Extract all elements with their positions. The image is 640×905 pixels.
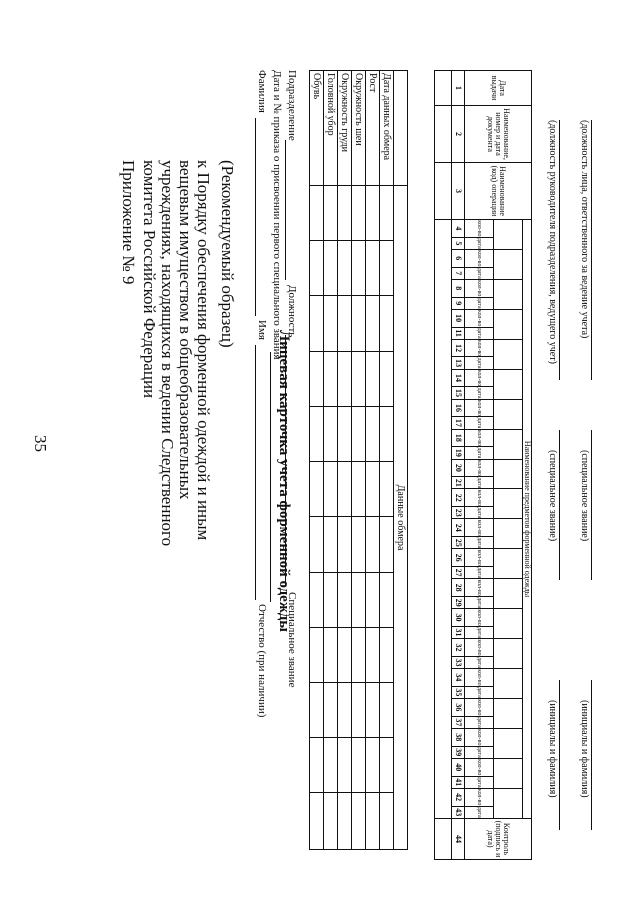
measurements-table bbox=[309, 70, 408, 850]
column-number: 1 bbox=[452, 71, 465, 106]
sig-head-initials-label: (инициалы и фамилия) bbox=[547, 700, 558, 798]
item-qty-subheader: кол-во bbox=[465, 489, 494, 507]
column-number: 30 bbox=[452, 609, 465, 627]
item-date-subheader: дата bbox=[465, 237, 494, 249]
sig-head-rank-label: (специальное звание) bbox=[547, 450, 558, 542]
column-number: 19 bbox=[452, 447, 465, 459]
sig-resp-initials-label: (инициалы и фамилия) bbox=[579, 700, 590, 798]
meas-label: Обувь bbox=[310, 71, 324, 186]
meas-row bbox=[324, 71, 338, 850]
column-number: 43 bbox=[452, 806, 465, 818]
meas-row bbox=[338, 71, 352, 850]
item-qty-subheader: кол-во bbox=[465, 699, 494, 717]
issue-table bbox=[434, 70, 532, 860]
column-number: 20 bbox=[452, 459, 465, 477]
field-name-label: Имя bbox=[256, 320, 268, 340]
item-qty-subheader: кол-во bbox=[465, 220, 494, 238]
col-doc-header: Наименование, номер и дата документа bbox=[465, 106, 532, 163]
item-qty-subheader: кол-во bbox=[465, 399, 494, 417]
item-date-subheader: дата bbox=[465, 477, 494, 489]
sig-head-line[interactable] bbox=[559, 120, 560, 380]
item-date-subheader: дата bbox=[465, 537, 494, 549]
sig-head-rank-line[interactable] bbox=[559, 430, 560, 580]
page-number: 35 bbox=[31, 435, 50, 452]
item-qty-subheader: кол-во bbox=[465, 549, 494, 567]
item-group-cell bbox=[494, 220, 523, 250]
field-name-line[interactable] bbox=[255, 345, 256, 600]
field-order-line[interactable] bbox=[270, 352, 271, 602]
sig-resp-rank-label: (специальное звание) bbox=[579, 450, 590, 542]
item-qty-subheader: кол-во bbox=[465, 459, 494, 477]
column-number: 44 bbox=[452, 819, 465, 860]
column-number: 11 bbox=[452, 327, 465, 339]
sig-resp-line[interactable] bbox=[591, 120, 592, 380]
meas-label: Рост bbox=[366, 71, 380, 186]
meas-label: Головной убор bbox=[324, 71, 338, 186]
column-number: 5 bbox=[452, 237, 465, 249]
column-number: 23 bbox=[452, 507, 465, 519]
item-qty-subheader: кол-во bbox=[465, 609, 494, 627]
item-date-subheader: дата bbox=[465, 297, 494, 309]
column-number: 26 bbox=[452, 549, 465, 567]
column-number: 9 bbox=[452, 297, 465, 309]
item-date-subheader: дата bbox=[465, 746, 494, 758]
item-date-subheader: дата bbox=[465, 626, 494, 638]
sig-resp-initials-line[interactable] bbox=[591, 680, 592, 830]
column-number: 17 bbox=[452, 417, 465, 429]
column-number: 36 bbox=[452, 699, 465, 717]
item-qty-subheader: кол-во bbox=[465, 279, 494, 297]
column-number: 16 bbox=[452, 399, 465, 417]
column-number: 31 bbox=[452, 626, 465, 638]
sig-resp-rank-line[interactable] bbox=[591, 430, 592, 580]
field-position-line[interactable] bbox=[285, 335, 286, 585]
column-number: 18 bbox=[452, 429, 465, 447]
column-number: 8 bbox=[452, 279, 465, 297]
column-number: 10 bbox=[452, 309, 465, 327]
column-number: 4 bbox=[452, 220, 465, 238]
issue-number-row bbox=[452, 71, 465, 860]
item-date-subheader: дата bbox=[465, 656, 494, 668]
field-surname-label: Фамилия bbox=[256, 70, 268, 113]
item-date-subheader: дата bbox=[465, 267, 494, 279]
column-number: 39 bbox=[452, 746, 465, 758]
field-rank-label: Специальное звание bbox=[286, 592, 298, 688]
column-number: 40 bbox=[452, 758, 465, 776]
appendix-heading: Приложение № 9 bbox=[119, 160, 138, 285]
column-number: 12 bbox=[452, 339, 465, 357]
item-qty-subheader: кол-во bbox=[465, 579, 494, 597]
column-number: 41 bbox=[452, 776, 465, 788]
column-number: 35 bbox=[452, 686, 465, 698]
item-date-subheader: дата bbox=[465, 357, 494, 369]
item-date-subheader: дата bbox=[465, 686, 494, 698]
item-date-subheader: дата bbox=[465, 327, 494, 339]
column-number: 33 bbox=[452, 656, 465, 668]
column-number: 38 bbox=[452, 728, 465, 746]
meas-header: Данные обмера bbox=[394, 186, 408, 850]
field-division-label: Подразделение bbox=[286, 70, 298, 141]
column-number: 28 bbox=[452, 579, 465, 597]
column-number: 7 bbox=[452, 267, 465, 279]
item-qty-subheader: кол-во bbox=[465, 639, 494, 657]
item-date-subheader: дата bbox=[465, 387, 494, 399]
column-number: 32 bbox=[452, 639, 465, 657]
field-position-label: Должность bbox=[286, 285, 298, 338]
item-qty-subheader: кол-во bbox=[465, 429, 494, 447]
field-surname-line[interactable] bbox=[255, 118, 256, 316]
item-qty-subheader: кол-во bbox=[465, 369, 494, 387]
item-date-subheader: дата bbox=[465, 806, 494, 818]
issue-data-row bbox=[435, 71, 452, 860]
item-date-subheader: дата bbox=[465, 716, 494, 728]
field-patronymic-label: Отчество (при наличии) bbox=[256, 604, 268, 718]
column-number: 3 bbox=[452, 163, 465, 220]
meas-row bbox=[366, 71, 380, 850]
appendix-text: к Порядку обеспечения форменной одеждой и иным вещевым имуществом в общеобразовательных учреждениях, находящихся в ведении Следственного комитета Российской Федерации bbox=[140, 160, 213, 547]
field-order-label: Дата и № приказа о присвоении первого специального звания bbox=[271, 70, 283, 360]
item-qty-subheader: кол-во bbox=[465, 669, 494, 687]
column-number: 42 bbox=[452, 788, 465, 806]
column-number: 13 bbox=[452, 357, 465, 369]
item-date-subheader: дата bbox=[465, 447, 494, 459]
sig-head-label: (должность руководителя подразделения, ведущего учет) bbox=[547, 120, 558, 364]
item-date-subheader: дата bbox=[465, 567, 494, 579]
column-number: 25 bbox=[452, 537, 465, 549]
meas-row bbox=[352, 71, 366, 850]
column-number: 21 bbox=[452, 477, 465, 489]
meas-row bbox=[380, 71, 394, 850]
column-number: 34 bbox=[452, 669, 465, 687]
column-number: 2 bbox=[452, 106, 465, 163]
col-operation-header: Наименование (код) операции bbox=[465, 163, 532, 220]
item-qty-subheader: кол-во bbox=[465, 758, 494, 776]
column-number: 37 bbox=[452, 716, 465, 728]
meas-row bbox=[310, 71, 324, 850]
item-date-subheader: дата bbox=[465, 417, 494, 429]
column-number: 22 bbox=[452, 489, 465, 507]
meas-label: Окружность груди bbox=[338, 71, 352, 186]
meas-label: Дата данных обмера bbox=[380, 71, 394, 186]
column-number: 15 bbox=[452, 387, 465, 399]
form-title: Лицевая карточка учета форменной одежды bbox=[276, 330, 292, 633]
item-qty-subheader: кол-во bbox=[465, 249, 494, 267]
column-number: 6 bbox=[452, 249, 465, 267]
col-control-header: Контроль (подпись и дата) bbox=[465, 819, 532, 860]
meas-label: Окружность шеи bbox=[352, 71, 366, 186]
item-date-subheader: дата bbox=[465, 596, 494, 608]
field-division-line[interactable] bbox=[285, 140, 286, 280]
appendix-sample: (Рекомендуемый образец) bbox=[218, 160, 237, 348]
item-date-subheader: дата bbox=[465, 507, 494, 519]
item-qty-subheader: кол-во bbox=[465, 519, 494, 537]
item-qty-subheader: кол-во bbox=[465, 728, 494, 746]
sig-resp-label: (должность лица, ответственного за ведение учета) bbox=[579, 120, 590, 339]
col-date-header: Дата выдачи bbox=[465, 71, 532, 106]
column-number: 27 bbox=[452, 567, 465, 579]
column-number: 29 bbox=[452, 596, 465, 608]
meas-corner-cell bbox=[394, 71, 408, 186]
sig-head-initials-line[interactable] bbox=[559, 680, 560, 830]
item-date-subheader: дата bbox=[465, 776, 494, 788]
item-qty-subheader: кол-во bbox=[465, 309, 494, 327]
column-number: 14 bbox=[452, 369, 465, 387]
col-items-header: Наименование предметов форменной одежды bbox=[523, 220, 532, 819]
column-number: 24 bbox=[452, 519, 465, 537]
item-qty-subheader: кол-во bbox=[465, 788, 494, 806]
item-qty-subheader: кол-во bbox=[465, 339, 494, 357]
